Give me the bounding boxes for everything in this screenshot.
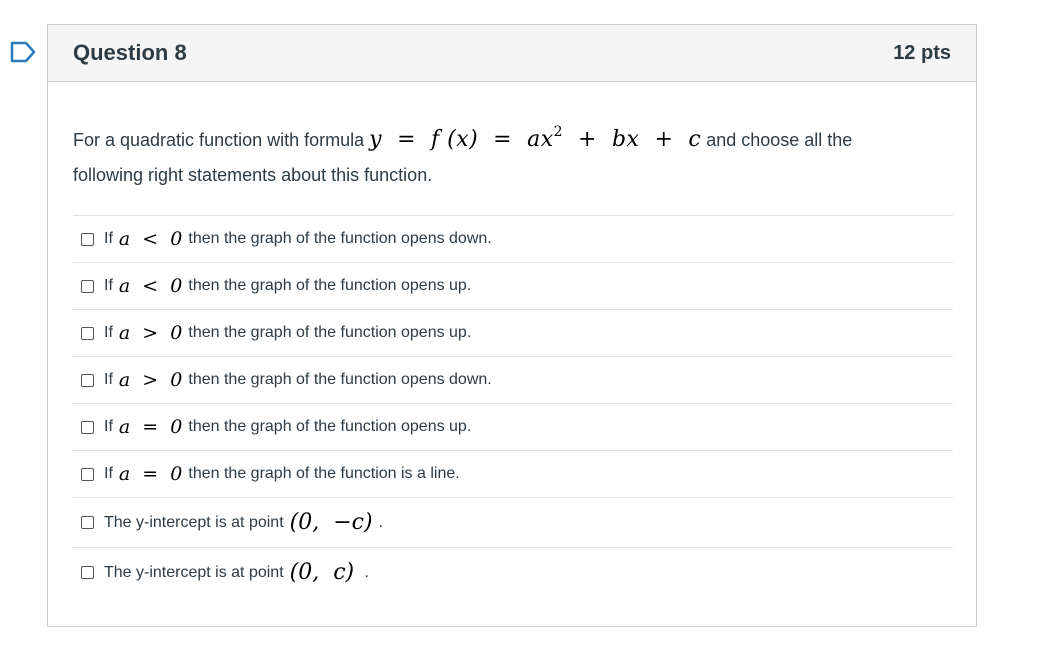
answer-prefix: If: [104, 277, 113, 294]
answer-text: then the graph of the function opens down.: [188, 371, 492, 388]
prompt-text-line2: following right statements about this function.: [73, 165, 433, 185]
answer-math: a > 0: [118, 322, 183, 344]
answer-text: .: [360, 563, 369, 581]
checkbox-icon[interactable]: [81, 374, 94, 387]
answer-option-3[interactable]: [73, 309, 953, 356]
checkbox-icon[interactable]: [81, 516, 94, 529]
answer-prefix: If: [104, 324, 113, 341]
checkbox-icon[interactable]: [81, 233, 94, 246]
answer-text: then the graph of the function is a line.: [188, 465, 460, 482]
question-title: Question 8: [73, 40, 187, 65]
answer-text: then the graph of the function opens up.: [188, 277, 472, 294]
checkbox-icon[interactable]: [81, 327, 94, 340]
answer-prefix: The y-intercept is at point: [104, 513, 284, 531]
answer-prefix: If: [104, 371, 113, 388]
answer-math: a = 0: [118, 416, 183, 438]
answer-text: then the graph of the function opens up.: [188, 418, 472, 435]
answer-option-2[interactable]: [73, 262, 953, 309]
answer-math: a > 0: [118, 369, 183, 391]
answer-math: (0, −c): [289, 510, 373, 535]
checkbox-icon[interactable]: [81, 566, 94, 579]
answer-prefix: The y-intercept is at point: [104, 563, 284, 581]
checkbox-icon[interactable]: [81, 468, 94, 481]
answer-option-7[interactable]: [73, 497, 953, 547]
answer-math: (0, c): [289, 560, 355, 585]
checkbox-icon[interactable]: [81, 421, 94, 434]
question-prompt: [73, 115, 953, 193]
prompt-formula-tail: + bx + c: [563, 127, 702, 152]
checkbox-icon[interactable]: [81, 280, 94, 293]
answer-math: a < 0: [118, 228, 183, 250]
answer-option-6[interactable]: [73, 450, 953, 497]
question-points: 12 pts: [893, 41, 951, 64]
answer-prefix: If: [104, 230, 113, 247]
answer-text: then the graph of the function opens down.: [188, 230, 492, 247]
question-card: [47, 24, 977, 627]
prompt-formula-main: y = f (x) = ax: [369, 127, 554, 152]
question-header: [48, 25, 976, 82]
answer-text: then the graph of the function opens up.: [188, 324, 472, 341]
prompt-text-after: and choose all the: [706, 130, 853, 150]
answer-option-5[interactable]: [73, 403, 953, 450]
prompt-text-before: For a quadratic function with formula: [73, 130, 365, 150]
answer-list: [73, 215, 953, 597]
answer-math: a = 0: [118, 463, 183, 485]
prompt-formula: y = f $(x) = ax^2$ + bx + c: [369, 124, 702, 152]
answer-option-8[interactable]: [73, 547, 953, 597]
answer-option-4[interactable]: [73, 356, 953, 403]
answer-prefix: If: [104, 418, 113, 435]
answer-math: a < 0: [118, 275, 183, 297]
answer-prefix: If: [104, 465, 113, 482]
answer-option-1[interactable]: [73, 215, 953, 262]
bookmark-flag-icon[interactable]: [10, 41, 36, 63]
answer-text: .: [378, 513, 383, 531]
